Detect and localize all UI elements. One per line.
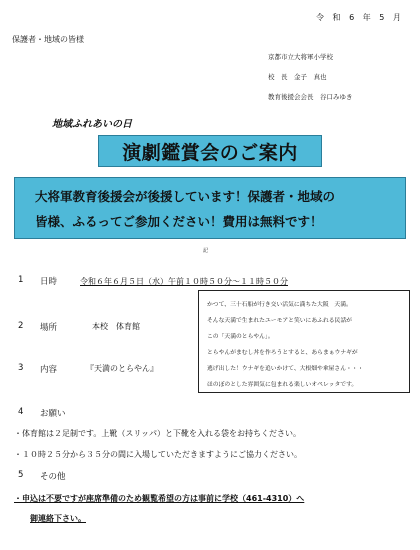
recipient-line: 保護者・地域の皆様 (12, 35, 84, 44)
story-line-6: ほのぼのとした雰囲気に包まれる楽しいオペレッタです。 (207, 382, 358, 388)
story-line-5: 逃げ出した！ウナギを追いかけて、大根畑や傘屋さん・・・ (207, 366, 364, 372)
sender-association-chair: 教育後援会会長 谷口みゆき (268, 93, 353, 101)
story-line-1: かつて、三十石船が行き交い活気に満ちた大阪 天満。 (207, 302, 352, 308)
title-box (98, 135, 322, 167)
item-3-number: 3 (18, 363, 24, 373)
item-5-number: 5 (18, 470, 24, 480)
item-2-value: 本校 体育館 (92, 322, 140, 331)
item-3-label: 内容 (40, 365, 58, 375)
sender-principal: 校 長 金子 真也 (268, 73, 327, 81)
note-entry-time: ・１０時２５分から３５分の間に入場していただきますようにご協力ください。 (14, 450, 302, 459)
item-3-value: 『天満のとらやん』 (86, 364, 158, 373)
event-tagline: 地域ふれあいの日 (52, 119, 132, 130)
ki-heading: 記 (203, 248, 209, 254)
item-1-label: 日時 (40, 277, 58, 287)
story-line-4: とらやんがまむし丼を作ろうとすると、あらまぁウナギが (207, 350, 358, 356)
other-note-line-1: ・申込は不要ですが座席準備のため観覧希望の方は事前に学校（461-4310）へ (14, 494, 305, 503)
item-5-label: その他 (40, 472, 66, 482)
banner-line-1: 大将軍教育後援会が後援しています！保護者・地域の (35, 189, 336, 204)
story-line-3: この「天満のとらやん」。 (207, 334, 274, 340)
story-line-2: そんな天満で生まれたユーモアと笑いにあふれる民話が (207, 318, 352, 324)
sponsor-banner (14, 177, 406, 239)
page-title: 演劇鑑賞会のご案内 (122, 141, 298, 164)
sender-school: 京都市立大将軍小学校 (268, 53, 333, 61)
note-footwear: ・体育館は２足制です。上靴（スリッパ）と下靴を入れる袋をお持ちください。 (14, 429, 302, 438)
item-4-number: 4 (18, 407, 24, 417)
story-description-box (198, 290, 410, 393)
item-4-label: お願い (40, 409, 66, 419)
other-note-line-2: 御連絡下さい。 (30, 514, 86, 523)
item-1-number: 1 (18, 275, 24, 285)
item-2-number: 2 (18, 321, 24, 331)
banner-line-2: 皆様、ふるってご参加ください！費用は無料です！ (35, 214, 323, 229)
document-date: 令 和 6 年 5 月 (316, 13, 404, 22)
item-2-label: 場所 (40, 323, 58, 333)
item-1-value: 令和６年６月５日（水）午前１０時５０分～１１時５０分 (80, 277, 288, 286)
